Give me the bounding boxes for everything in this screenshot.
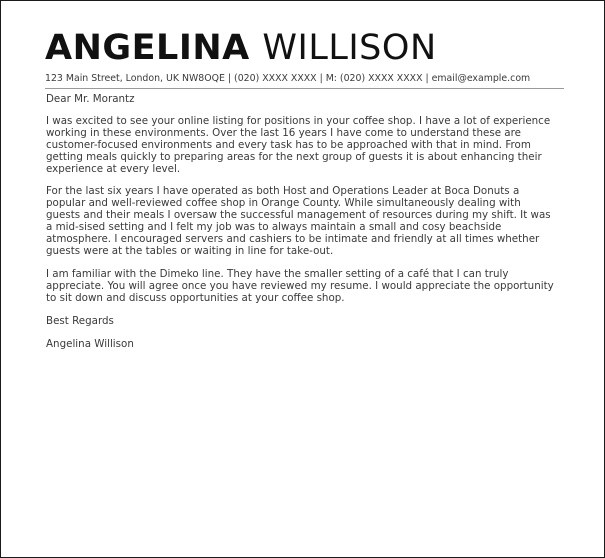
header-divider — [45, 88, 564, 89]
body-paragraph-intro: I was excited to see your online listing for positions in your coffee shop. I have a lot of experience working in these environments. Over the last 16 years I have come to understand these are customer-focused environments and every task has to be approached with that in mind. From getting meals quickly to preparing areas for the next group of guests it is about enhancing their experience at every level. — [46, 114, 551, 175]
sender-name — [45, 25, 564, 71]
body-paragraph-experience: For the last six years I have operated as both Host and Operations Leader at Boca Donuts a popular and well-reviewed coffee shop in Orange County. While simultaneously dealing with guests and their meals I oversaw the successful management of resources during my shift. It was a mid-sised setting and I felt my job was to always maintain a small and cosy beachside atmosphere. I encouraged servers and cashiers to be intimate and friendly at all times whether guests were at the tables or waiting in line for take-out. — [46, 185, 551, 257]
signature-name: Angelina Willison — [46, 337, 134, 350]
contact-details: 123 Main Street, London, UK NW8OQE | (020) XXXX XXXX | M: (020) XXXX XXXX | email@example.com — [45, 73, 531, 84]
letter-body — [46, 94, 558, 361]
closing-phrase: Best Regards — [46, 314, 114, 327]
sender-last-name: WILLISON — [262, 28, 437, 68]
letterhead — [45, 25, 564, 89]
body-paragraph-closing: I am familiar with the Dimeko line. They have the smaller setting of a café that I can truly appreciate. You will agree once you have reviewed my resume. I would appreciate the opportunity to sit down and discuss opportunities at your coffee shop. — [46, 267, 554, 304]
salutation: Dear Mr. Morantz — [46, 93, 135, 105]
sender-first-name: ANGELINA — [45, 28, 250, 68]
